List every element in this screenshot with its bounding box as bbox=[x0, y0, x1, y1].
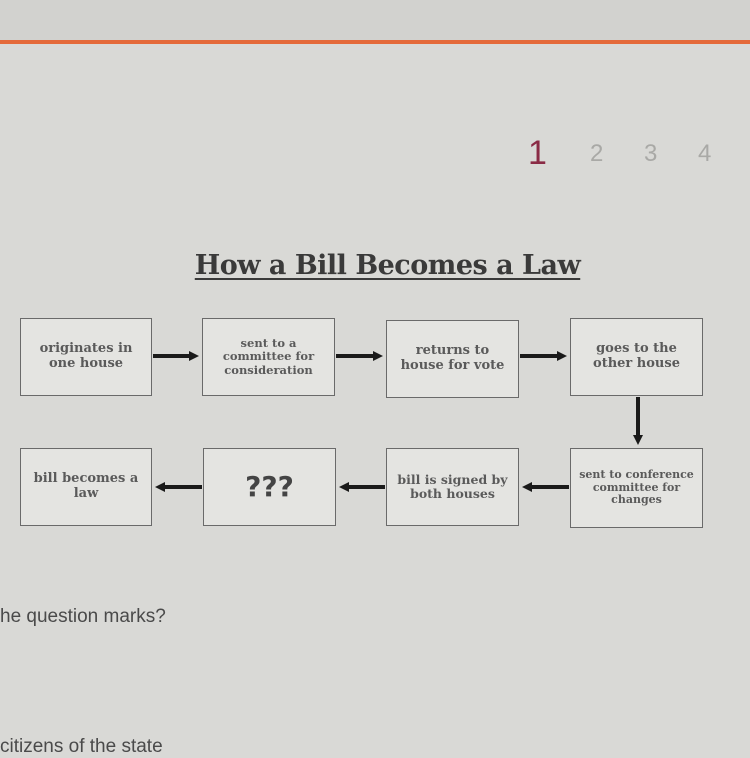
step-label: sent to conference committee for changes bbox=[579, 468, 694, 507]
step-label: bill becomes a law bbox=[33, 471, 139, 501]
page-4[interactable]: 4 bbox=[698, 140, 712, 167]
page-3[interactable]: 3 bbox=[644, 140, 658, 167]
step-label: returns to house for vote bbox=[400, 343, 505, 373]
page-1-current[interactable]: 1 bbox=[528, 134, 547, 172]
page-2[interactable]: 2 bbox=[590, 140, 604, 167]
step-label: bill is signed by both houses bbox=[397, 471, 508, 501]
step-label: goes to the other house bbox=[593, 341, 680, 371]
diagram-title: How a Bill Becomes a Law bbox=[194, 250, 581, 281]
question-text: he question marks? bbox=[0, 606, 166, 627]
answer-option[interactable]: citizens of the state bbox=[0, 736, 163, 757]
step-label: ??? bbox=[245, 469, 294, 503]
step-label: sent to a committee for consideration bbox=[222, 336, 315, 377]
step-label: originates in one house bbox=[39, 341, 133, 371]
